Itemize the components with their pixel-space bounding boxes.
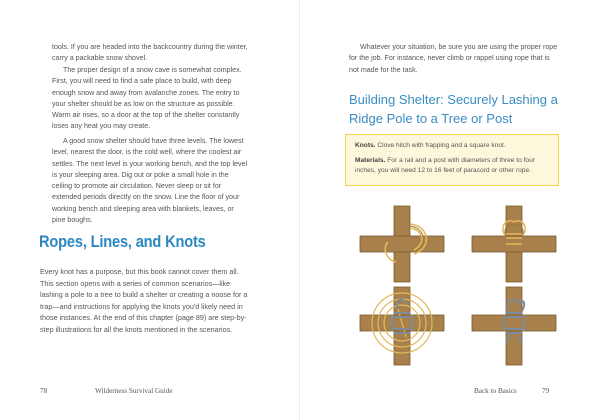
left-paragraph-1: tools. If you are headed into the backcountry during the winter, carry a packable snow shovel. (52, 43, 248, 63)
lashing-step-2-illustration (470, 204, 558, 284)
knots-text: Clove hitch with frapping and a square knot. (377, 142, 506, 149)
lashing-step-1-illustration (358, 204, 446, 284)
lashing-step-4-illustration (470, 285, 558, 367)
knots-materials-box (345, 134, 559, 186)
materials-text: For a rail and a post with diameters of three to four inches, you will need 12 to 16 feet of paracord or other rope. (355, 157, 535, 174)
right-heading: Building Shelter: Securely Lashing a Ridge Pole to a Tree or Post (349, 92, 558, 126)
knots-line (355, 141, 549, 151)
materials-line (355, 156, 549, 176)
left-paragraph-4: Every knot has a purpose, but this book cannot cover them all. This section opens with a series of common scenarios—like lashing a pole to a tree to build a shelter or creating a noose for a trap—and instructions for applying the knots you'd likely need in those instances. At the end of this chapter (page 89) are step-by-step illustrations for all the knots mentioned in the scenarios. (40, 267, 248, 334)
left-paragraph-3: A good snow shelter should have three levels. The lowest level, nearest the door, is the cold well, where the coolest air settles. The next level is your working bench, and the top level is your sleeping area. Dig out or poke a small hole in the ceiling to promote air circulation. Never sleep or sit for extended periods directly on the snow. Line the floor of your working bench and sleeping area with blankets, leaves, or pine boughs. (52, 137, 248, 225)
lashing-step-3-illustration (358, 285, 446, 367)
running-head-left: Wilderness Survival Guide (95, 387, 173, 395)
knots-label: Knots. (355, 142, 376, 149)
running-head-right: Back to Basics (474, 387, 517, 395)
right-paragraph-1: Whatever your situation, be sure you are using the proper rope for the job. For instance, never climb or rappel using rope that is not made for the task. (349, 43, 558, 74)
section-heading: Ropes, Lines, and Knots (39, 232, 206, 251)
materials-label: Materials. (355, 157, 386, 164)
left-paragraph-2: The proper design of a snow cave is somewhat complex. First, you will need to find a safe place to build, with deep enough snow and away from avalanche zones. The entry to your shelter should be as low on the structure as possible. Warm air rises, so a door at the top of the shelter constantly loses any heat you may create. (52, 66, 242, 131)
page-number-right: 79 (542, 387, 550, 395)
page-number-left: 78 (40, 387, 48, 395)
right-page (300, 0, 600, 420)
